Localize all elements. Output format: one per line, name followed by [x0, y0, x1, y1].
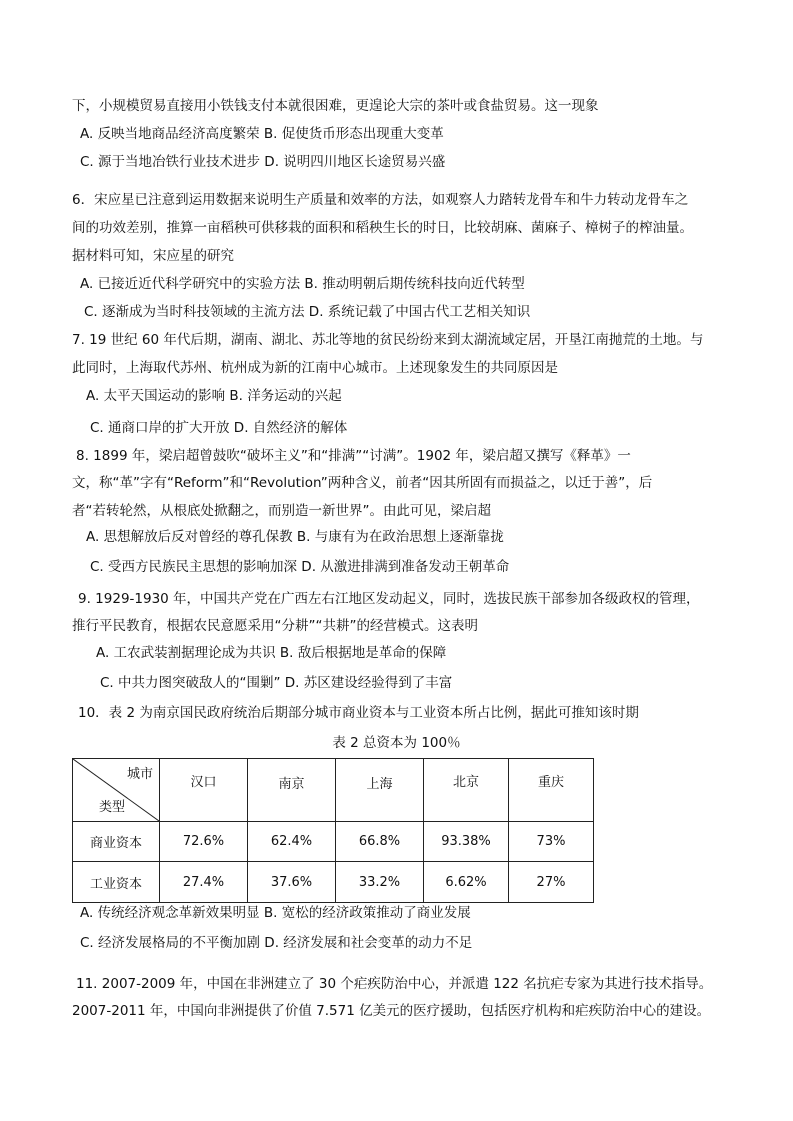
q6-options-cd: C. 逐渐成为当时科技领域的主流方法 D. 系统记载了中国古代工艺相关知识	[84, 304, 531, 320]
q7-options-cd: C. 通商口岸的扩大开放 D. 自然经济的解体	[90, 420, 348, 436]
row-label: 商业资本	[73, 822, 160, 862]
table-row	[73, 822, 594, 862]
table-header-city: 重庆	[509, 759, 594, 822]
q9-options-ab: A. 工农武装割据理论成为共识 B. 敌后根据地是革命的保障	[96, 645, 447, 661]
q8-stem-line3: 者“若转轮然，从根底处掀翻之，而别造一新世界”。由此可见，梁启超	[72, 503, 491, 519]
table-cell: 6.62%	[424, 862, 509, 903]
table-cell: 62.4%	[248, 822, 336, 862]
corner-label-city: 城市	[126, 767, 153, 782]
q7-stem-line1: 7. 19 世纪 60 年代后期，湖南、湖北、苏北等地的贫民纷纷来到太湖流域定居，开垦江南抛荒的土地。与	[72, 332, 704, 348]
q6-stem-line2: 间的功效差别，推算一亩稻秧可供移栽的面积和稻秧生长的时日，比较胡麻、菌麻子、樟树子的榨油量。	[72, 220, 693, 236]
table-cell: 66.8%	[336, 822, 424, 862]
q6-options-ab: A. 已接近近代科学研究中的实验方法 B. 推动明朝后期传统科技向近代转型	[80, 276, 525, 292]
row-label: 工业资本	[73, 862, 160, 903]
corner-label-type: 类型	[99, 800, 126, 815]
q8-options-cd: C. 受西方民族民主思想的影响加深 D. 从激进排满到准备发动王朝革命	[90, 559, 510, 575]
q9-stem-line1: 9. 1929-1930 年，中国共产党在广西左右江地区发动起义，同时，选拔民族干部参加各级政权的管理，	[78, 591, 700, 607]
table-cell: 27%	[509, 862, 594, 903]
q10-stem: 10．表 2 为南京国民政府统治后期部分城市商业资本与工业资本所占比例，据此可推知该时期	[78, 705, 639, 721]
table-cell: 37.6%	[248, 862, 336, 903]
q8-stem-line2: 文，称“革”字有“Reform”和“Revolution”两种含义，前者“因其所固有而损益之，以迁于善”，后	[72, 475, 653, 491]
table-cell: 73%	[509, 822, 594, 862]
q9-options-cd: C. 中共力图突破敌人的“围剿” D. 苏区建设经验得到了丰富	[100, 675, 453, 691]
q11-stem-line1: 11. 2007-2009 年，中国在非洲建立了 30 个疟疾防治中心，并派遣 122 名抗疟专家为其进行技术指导。	[76, 976, 713, 992]
table-header-city: 南京	[248, 759, 336, 822]
table-cell: 33.2%	[336, 862, 424, 903]
q11-stem-line2: 2007-2011 年，中国向非洲提供了价值 7.571 亿美元的医疗援助，包括医疗机构和疟疾防治中心的建设。	[72, 1003, 711, 1019]
table-cell: 72.6%	[160, 822, 248, 862]
q10-options-ab: A. 传统经济观念革新效果明显 B. 宽松的经济政策推动了商业发展	[80, 905, 471, 921]
table-row	[73, 862, 594, 903]
q10-options-cd: C. 经济发展格局的不平衡加剧 D. 经济发展和社会变革的动力不足	[80, 935, 473, 951]
q6-stem-line3: 据材料可知，宋应星的研究	[72, 248, 234, 264]
table-header-city: 汉口	[160, 759, 248, 822]
q8-stem-line1: 8. 1899 年，梁启超曾鼓吹“破坏主义”和“排满”“讨满”。1902 年，梁启超又撰写《释革》一	[76, 448, 631, 464]
q5-options-ab: A. 反映当地商品经济高度繁荣 B. 促使货币形态出现重大变革	[80, 126, 444, 142]
table-cell: 93.38%	[424, 822, 509, 862]
table-corner-cell	[73, 759, 160, 822]
q6-stem-line1: 6．宋应星已注意到运用数据来说明生产质量和效率的方法，如观察人力踏转龙骨车和牛力转动龙骨车之	[72, 192, 689, 208]
q9-stem-line2: 推行平民教育，根据农民意愿采用“分耕”“共耕”的经营模式。这表明	[72, 618, 478, 634]
table-header-city: 上海	[336, 759, 424, 822]
table-header-city: 北京	[424, 759, 509, 822]
table-cell: 27.4%	[160, 862, 248, 903]
q5-options-cd: C. 源于当地冶铁行业技术进步 D. 说明四川地区长途贸易兴盛	[80, 154, 446, 170]
q8-options-ab: A. 思想解放后反对曾经的尊孔保教 B. 与康有为在政治思想上逐渐靠拢	[86, 529, 504, 545]
table-caption: 表 2 总资本为 100％	[332, 735, 461, 751]
q7-options-ab: A. 太平天国运动的影响 B. 洋务运动的兴起	[86, 388, 342, 404]
capital-ratio-table	[72, 758, 594, 903]
q5-stem-continued: 下，小规模贸易直接用小铁钱支付本就很困难，更遑论大宗的茶叶或食盐贸易。这一现象	[72, 98, 599, 114]
q7-stem-line2: 此同时，上海取代苏州、杭州成为新的江南中心城市。上述现象发生的共同原因是	[72, 360, 558, 376]
